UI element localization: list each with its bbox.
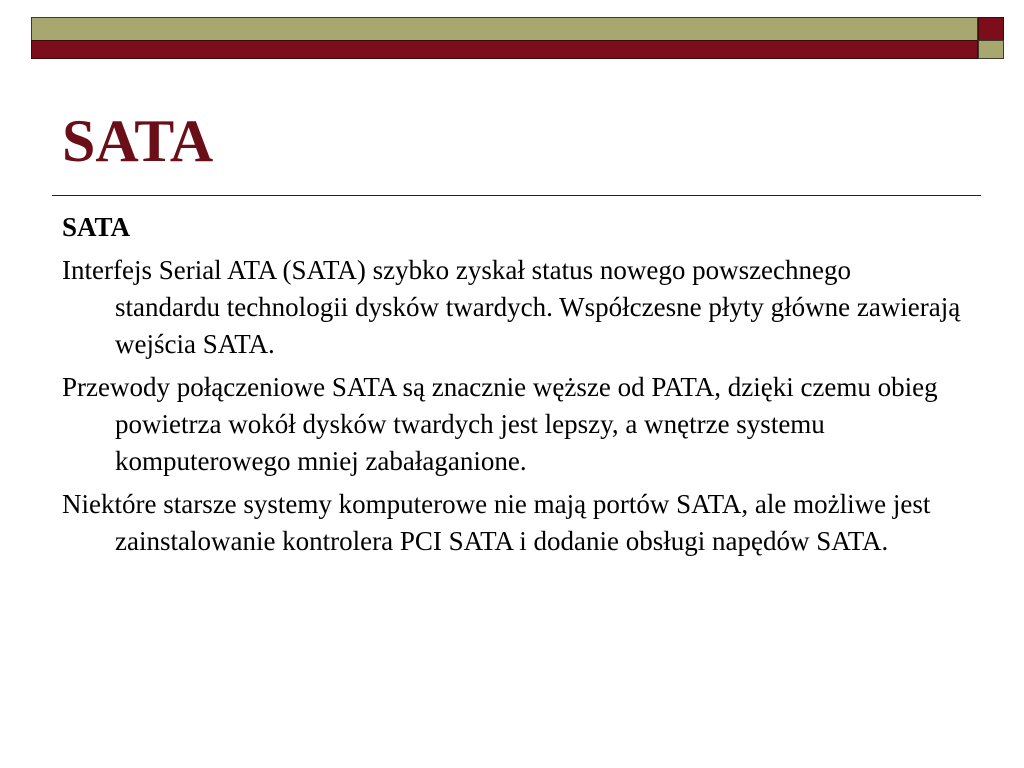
slide-body — [62, 209, 962, 566]
slide-title: SATA — [62, 108, 214, 174]
header-bar-maroon — [31, 40, 978, 59]
header-square-olive — [978, 40, 1004, 59]
body-paragraph: Niektóre starsze systemy komputerowe nie mają portów SATA, ale możliwe jest zainstalowanie kontrolera PCI SATA i dodanie obsługi napędów SATA. — [62, 489, 931, 556]
body-paragraph: Przewody połączeniowe SATA są znacznie węższe od PATA, dzięki czemu obieg powietrza wokół dysków twardych jest lepszy, a wnętrze systemu komputerowego mniej zabałaganione. — [62, 372, 938, 476]
body-paragraph: Interfejs Serial ATA (SATA) szybko zyskał status nowego powszechnego standardu technologii dysków twardych. Współczesne płyty główne zawierają wejścia SATA. — [62, 255, 961, 359]
header-square-maroon — [978, 17, 1004, 41]
title-divider — [52, 195, 981, 196]
body-heading: SATA — [62, 212, 131, 242]
header-bar-olive — [31, 17, 978, 41]
